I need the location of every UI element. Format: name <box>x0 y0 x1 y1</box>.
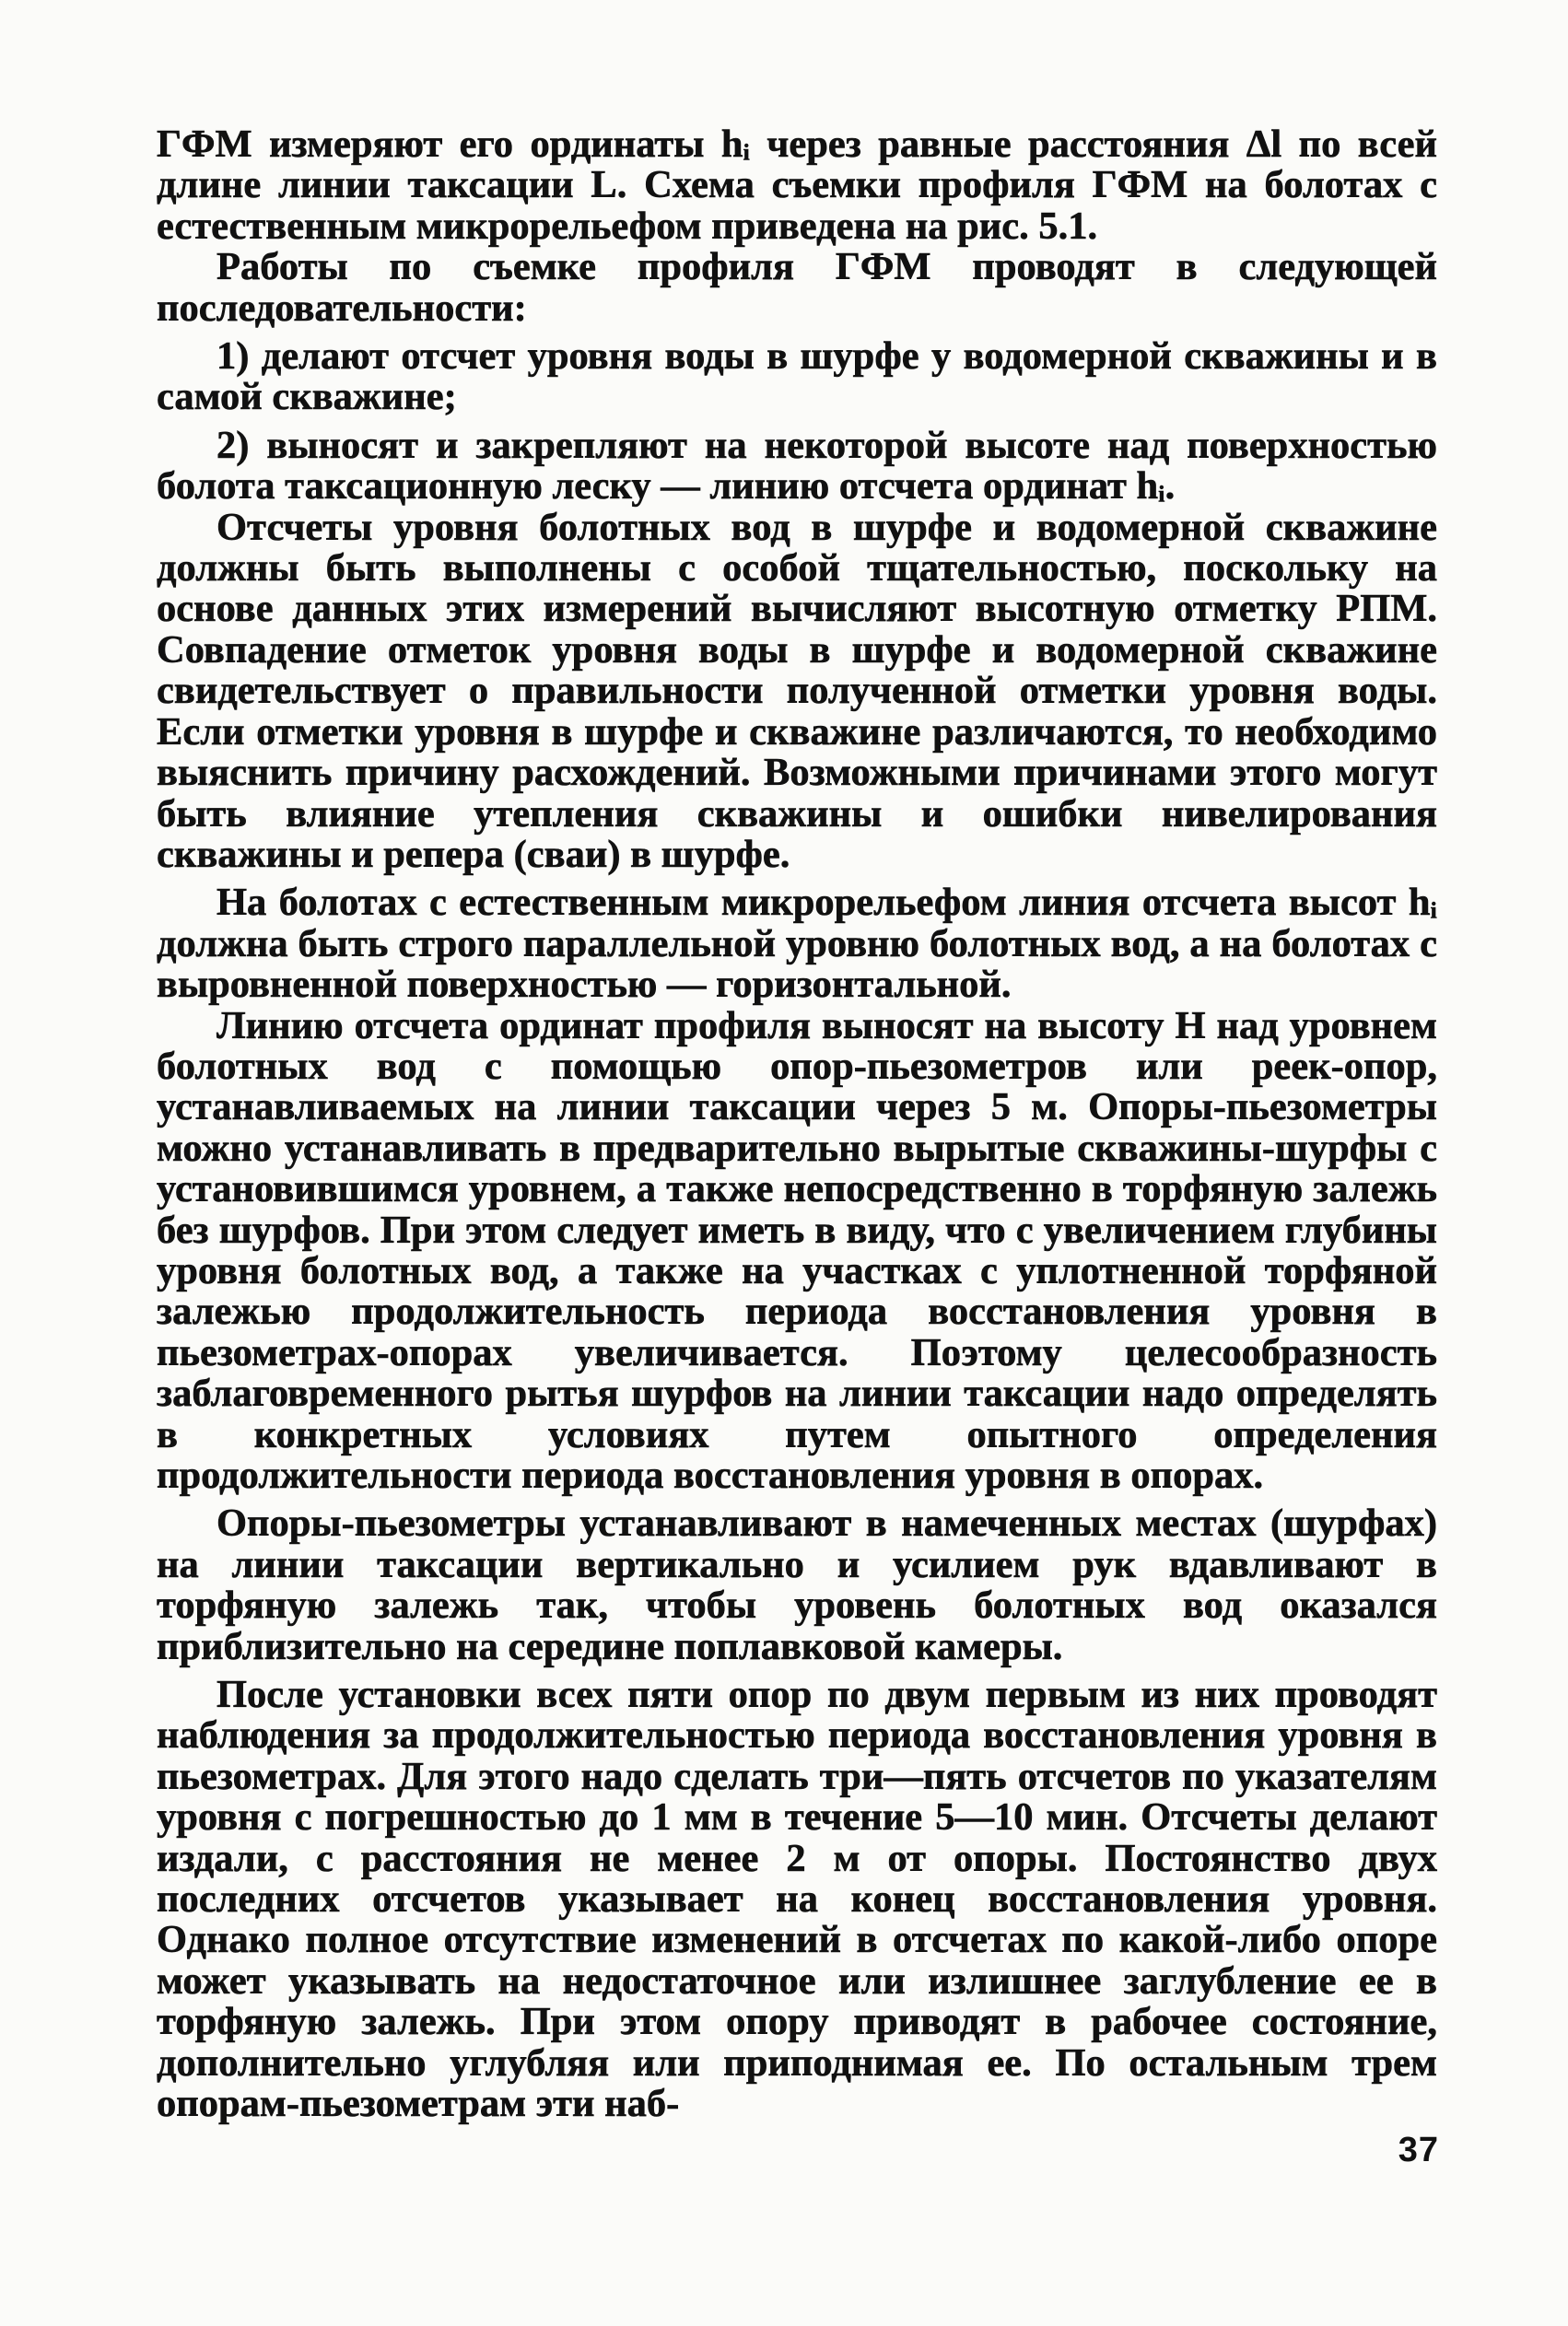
paragraph-2: Работы по съемке профиля ГФМ проводят в следующей последовательности: <box>157 245 1437 330</box>
paragraph-7: После установки всех пяти опор по двум первым из них проводят наблюдения за продолжительностью периода восстановления уровня в пьезометрах. Для этого надо сделать три—пять отсчетов по указателям уровня с погрешностью до 1 мм в течение 5—10 мин. Отсчеты делают издали, с расстояния не менее 2 м от опоры. Постоянство двух последних отсчетов указывает на конец восстановления уровня. Однако полное отсутствие изменений в отсчетах по какой-либо опоре может указывать на недостаточное или излишнее заглубление ее в торфяную залежь. При этом опору приводят в рабочее состояние, дополнительно углубляя или приподнимая ее. По остальным трем опорам-пьезометрам эти наб- <box>157 1673 1437 2126</box>
body-text <box>157 124 1437 2125</box>
paragraph-1: ГФМ измеряют его ординаты hᵢ через равные расстояния Δl по всей длине линии таксации L. Схема съемки профиля ГФМ на болотах с естественным микрорельефом приведена на рис. 5.1. <box>157 123 1437 248</box>
paragraph-5: Линию отсчета ординат профиля выносят на высоту H над уровнем болотных вод с помощью опор-пьезометров или реек-опор, устанавливаемых на линии таксации через 5 м. Опоры-пьезометры можно устанавливать в предварительно вырытые скважины-шурфы с установившимся уровнем, а также непосредственно в торфяную залежь без шурфов. При этом следует иметь в виду, что с увеличением глубины уровня болотных вод, а также на участках с уплотненной торфяной залежью продолжительность периода восстановления уровня в пьезометрах-опорах увеличивается. Поэтому целесообразность заблаговременного рытья шурфов на линии таксации надо определять в конкретных условиях путем опытного определения продолжительности периода восстановления уровня в опорах. <box>157 1003 1437 1497</box>
paragraph-4: На болотах с естественным микрорельефом линия отсчета высот hᵢ должна быть строго параллельной уровню болотных вод, а на болотах с выровненной поверхностью — горизонтальной. <box>157 881 1437 1007</box>
list-item-2: 2) выносят и закрепляют на некоторой высоте над поверхностью болота таксационную леску — линию отсчета ординат hᵢ. <box>157 423 1437 508</box>
paragraph-6: Опоры-пьезометры устанавливают в намеченных местах (шурфах) на линии таксации вертикально и усилием рук вдавливают в торфяную залежь так, чтобы уровень болотных вод оказался приблизительно на середине поплавковой камеры. <box>157 1502 1437 1668</box>
page-number: 37 <box>1398 2131 1439 2169</box>
list-item-1: 1) делают отсчет уровня воды в шурфе у водомерной скважины и в самой скважине; <box>157 334 1437 419</box>
paragraph-3: Отсчеты уровня болотных вод в шурфе и водомерной скважине должны быть выполнены с особой тщательностью, поскольку на основе данных этих измерений вычисляют высотную отметку РПМ. Совпадение отметок уровня воды в шурфе и водомерной скважине свидетельствует о правильности полученной отметки уровня воды. Если отметки уровня в шурфе и скважине различаются, то необходимо выяснить причину расхождений. Возможными причинами этого могут быть влияние утепления скважины и ошибки нивелирования скважины и репера (сваи) в шурфе. <box>157 505 1437 876</box>
